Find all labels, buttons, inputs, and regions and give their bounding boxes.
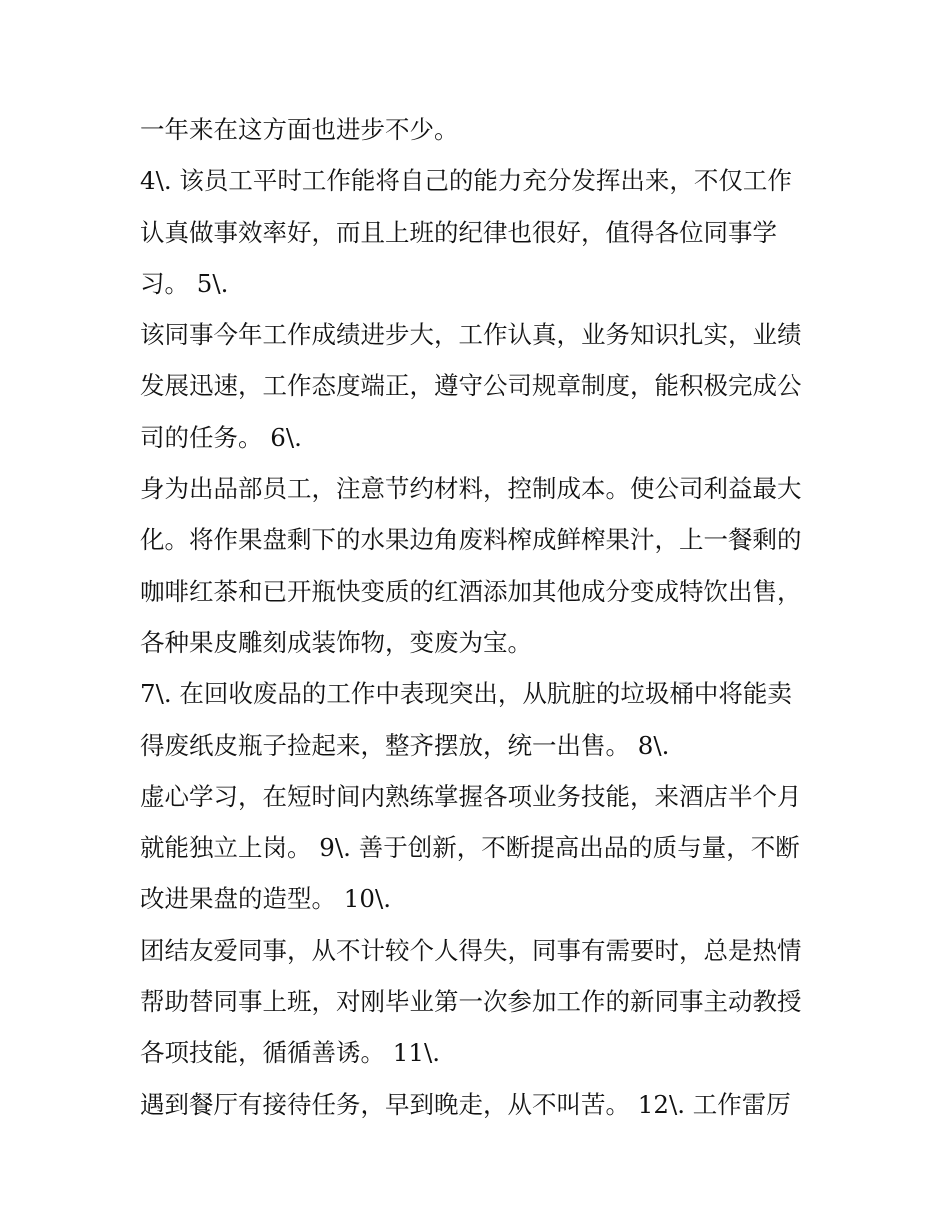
text-line: 身为出品部员工，注意节约材料，控制成本。使公司利益最大 [140,474,802,504]
text-line: 司的任务。 6\. [140,422,302,452]
text-line: 团结友爱同事，从不计较个人得失，同事有需要时，总是热情 [140,935,802,965]
text-line: 就能独立上岗。 9\. 善于创新，不断提高出品的质与量，不断 [140,833,800,863]
text-line: 各种果皮雕刻成装饰物，变废为宝。 [140,627,532,657]
text-line: 发展迅速，工作态度端正，遵守公司规章制度，能积极完成公 [140,371,802,401]
text-line: 虚心学习，在短时间内熟练掌握各项业务技能，来酒店半个月 [140,781,802,811]
text-line: 咖啡红茶和已开瓶快变质的红酒添加其他成分变成特饮出售， [140,576,802,606]
text-line: 遇到餐厅有接待任务，早到晚走，从不叫苦。 12\. 工作雷厉 [140,1089,791,1119]
text-line: 改进果盘的造型。 10\. [140,884,392,914]
text-line: 各项技能，循循善诱。 11\. [140,1038,441,1068]
text-line: 认真做事效率好，而且上班的纪律也很好，值得各位同事学 [140,217,777,247]
body-text [140,104,820,1130]
text-line: 一年来在这方面也进步不少。 [140,115,459,144]
text-line: 该同事今年工作成绩进步大，工作认真，业务知识扎实，业绩 [140,320,802,350]
text-line: 习。 5\. [140,268,229,298]
text-line: 得废纸皮瓶子捡起来，整齐摆放，统一出售。 8\. [140,730,670,760]
text-line: 帮助替同事上班，对刚毕业第一次参加工作的新同事主动教授 [140,987,802,1017]
text-line: 化。将作果盘剩下的水果边角废料榨成鲜榨果汁，上一餐剩的 [140,525,802,555]
text-line: 4\. 该员工平时工作能将自己的能力充分发挥出来，不仅工作 [140,166,792,196]
text-line: 7\. 在回收废品的工作中表现突出，从肮脏的垃圾桶中将能卖 [140,679,792,709]
